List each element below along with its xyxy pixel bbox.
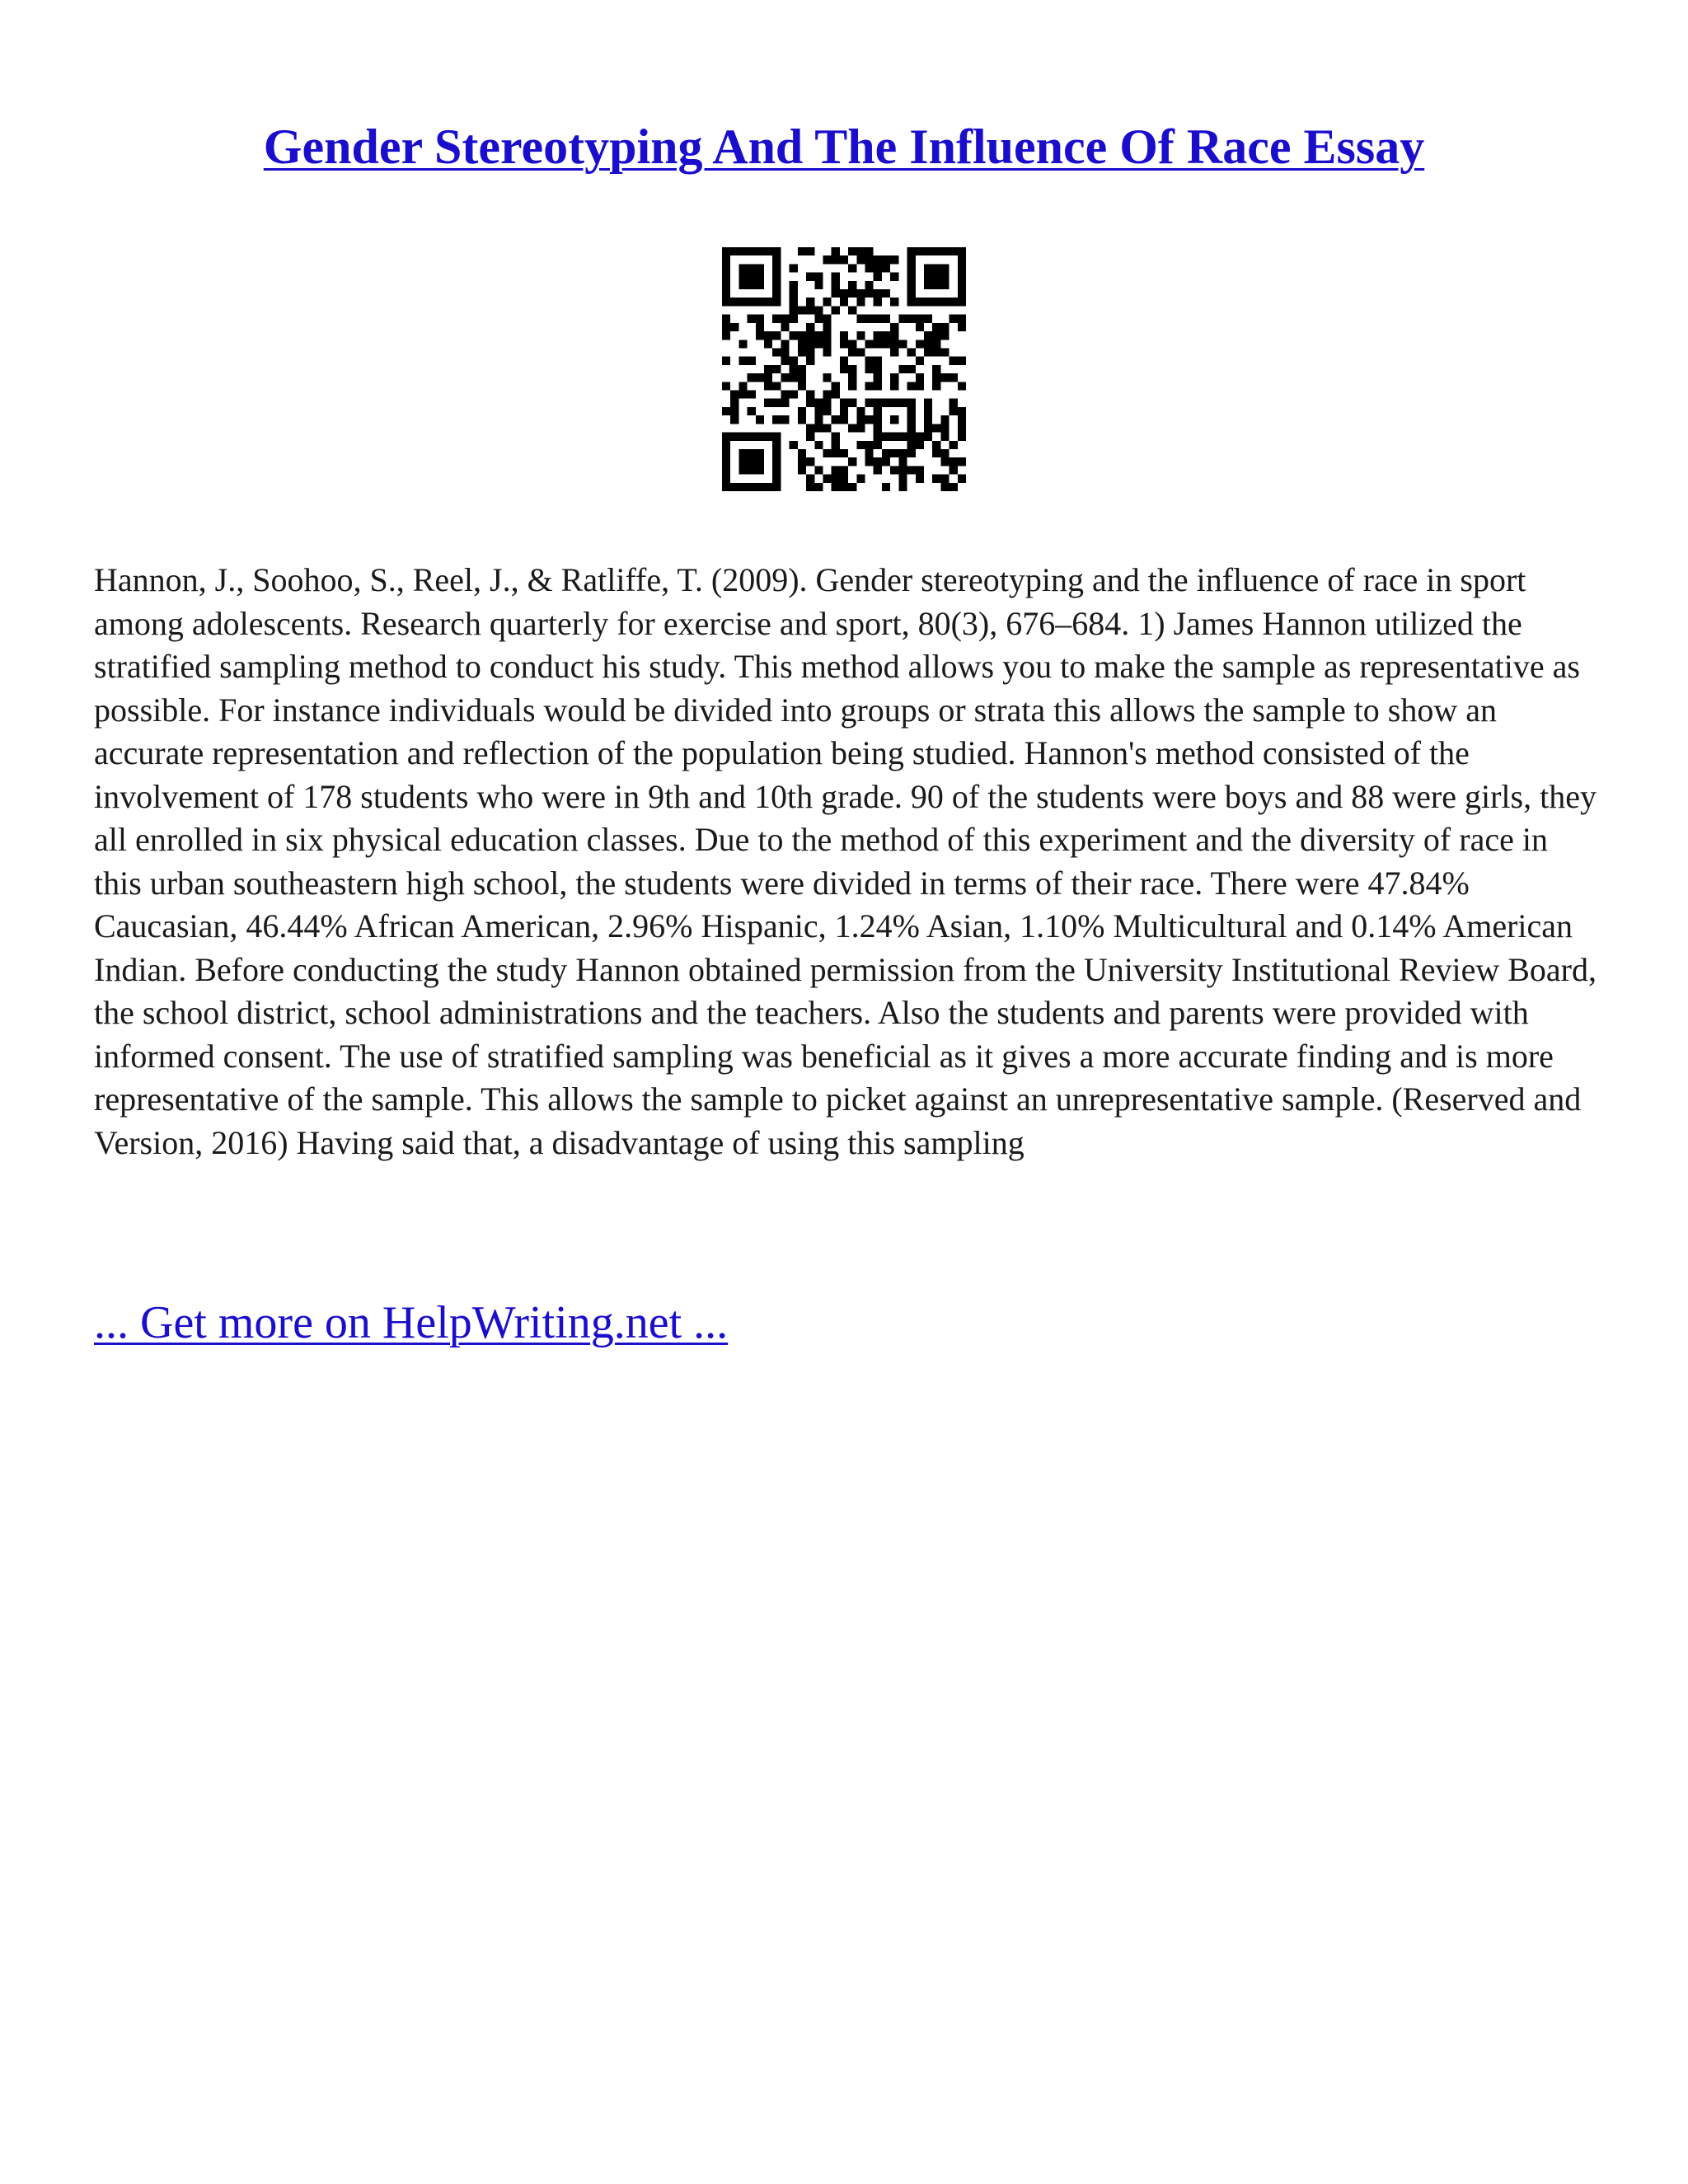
title-link[interactable]: Gender Stereotyping And The Influence Of Race Essay	[263, 120, 1425, 174]
qr-code-graphic	[722, 247, 966, 491]
more-link-line	[94, 1294, 728, 1352]
essay-excerpt: Hannon, J., Soohoo, S., Reel, J., & Ratliffe, T. (2009). Gender stereotyping and the influence of race in sport among adolescents. Research quarterly for exercise and sport, 80(3), 676–684. 1) James Hannon utilized the stratified sampling method to conduct his study. This method allows you to make the sample as representative as possible. For instance individuals would be divided into groups or strata this allows the sample to show an accurate representation and reflection of the population being studied. Hannon's method consisted of the involvement of 178 students who were in 9th and 10th grade. 90 of the students were boys and 88 were girls, they all enrolled in six physical education classes. Due to the method of this experiment and the diversity of race in this urban southeastern high school, the students were divided in terms of their race. There were 47.84% Caucasian, 46.44% African American, 2.96% Hispanic, 1.24% Asian, 1.10% Multicultural and 0.14% American Indian. Before conducting the study Hannon obtained permission from the University Institutional Review Board, the school district, school administrations and the teachers. Also the students and parents were provided with informed consent. The use of stratified sampling was beneficial as it gives a more accurate finding and is more representative of the sample. This allows the sample to picket against an unrepresentative sample. (Reserved and Version, 2016) Having said that, a disadvantage of using this sampling	[94, 561, 1597, 1161]
page-title	[0, 114, 1688, 180]
get-more-link[interactable]: ... Get more on HelpWriting.net ...	[94, 1297, 729, 1348]
qr-code-icon	[722, 247, 966, 491]
